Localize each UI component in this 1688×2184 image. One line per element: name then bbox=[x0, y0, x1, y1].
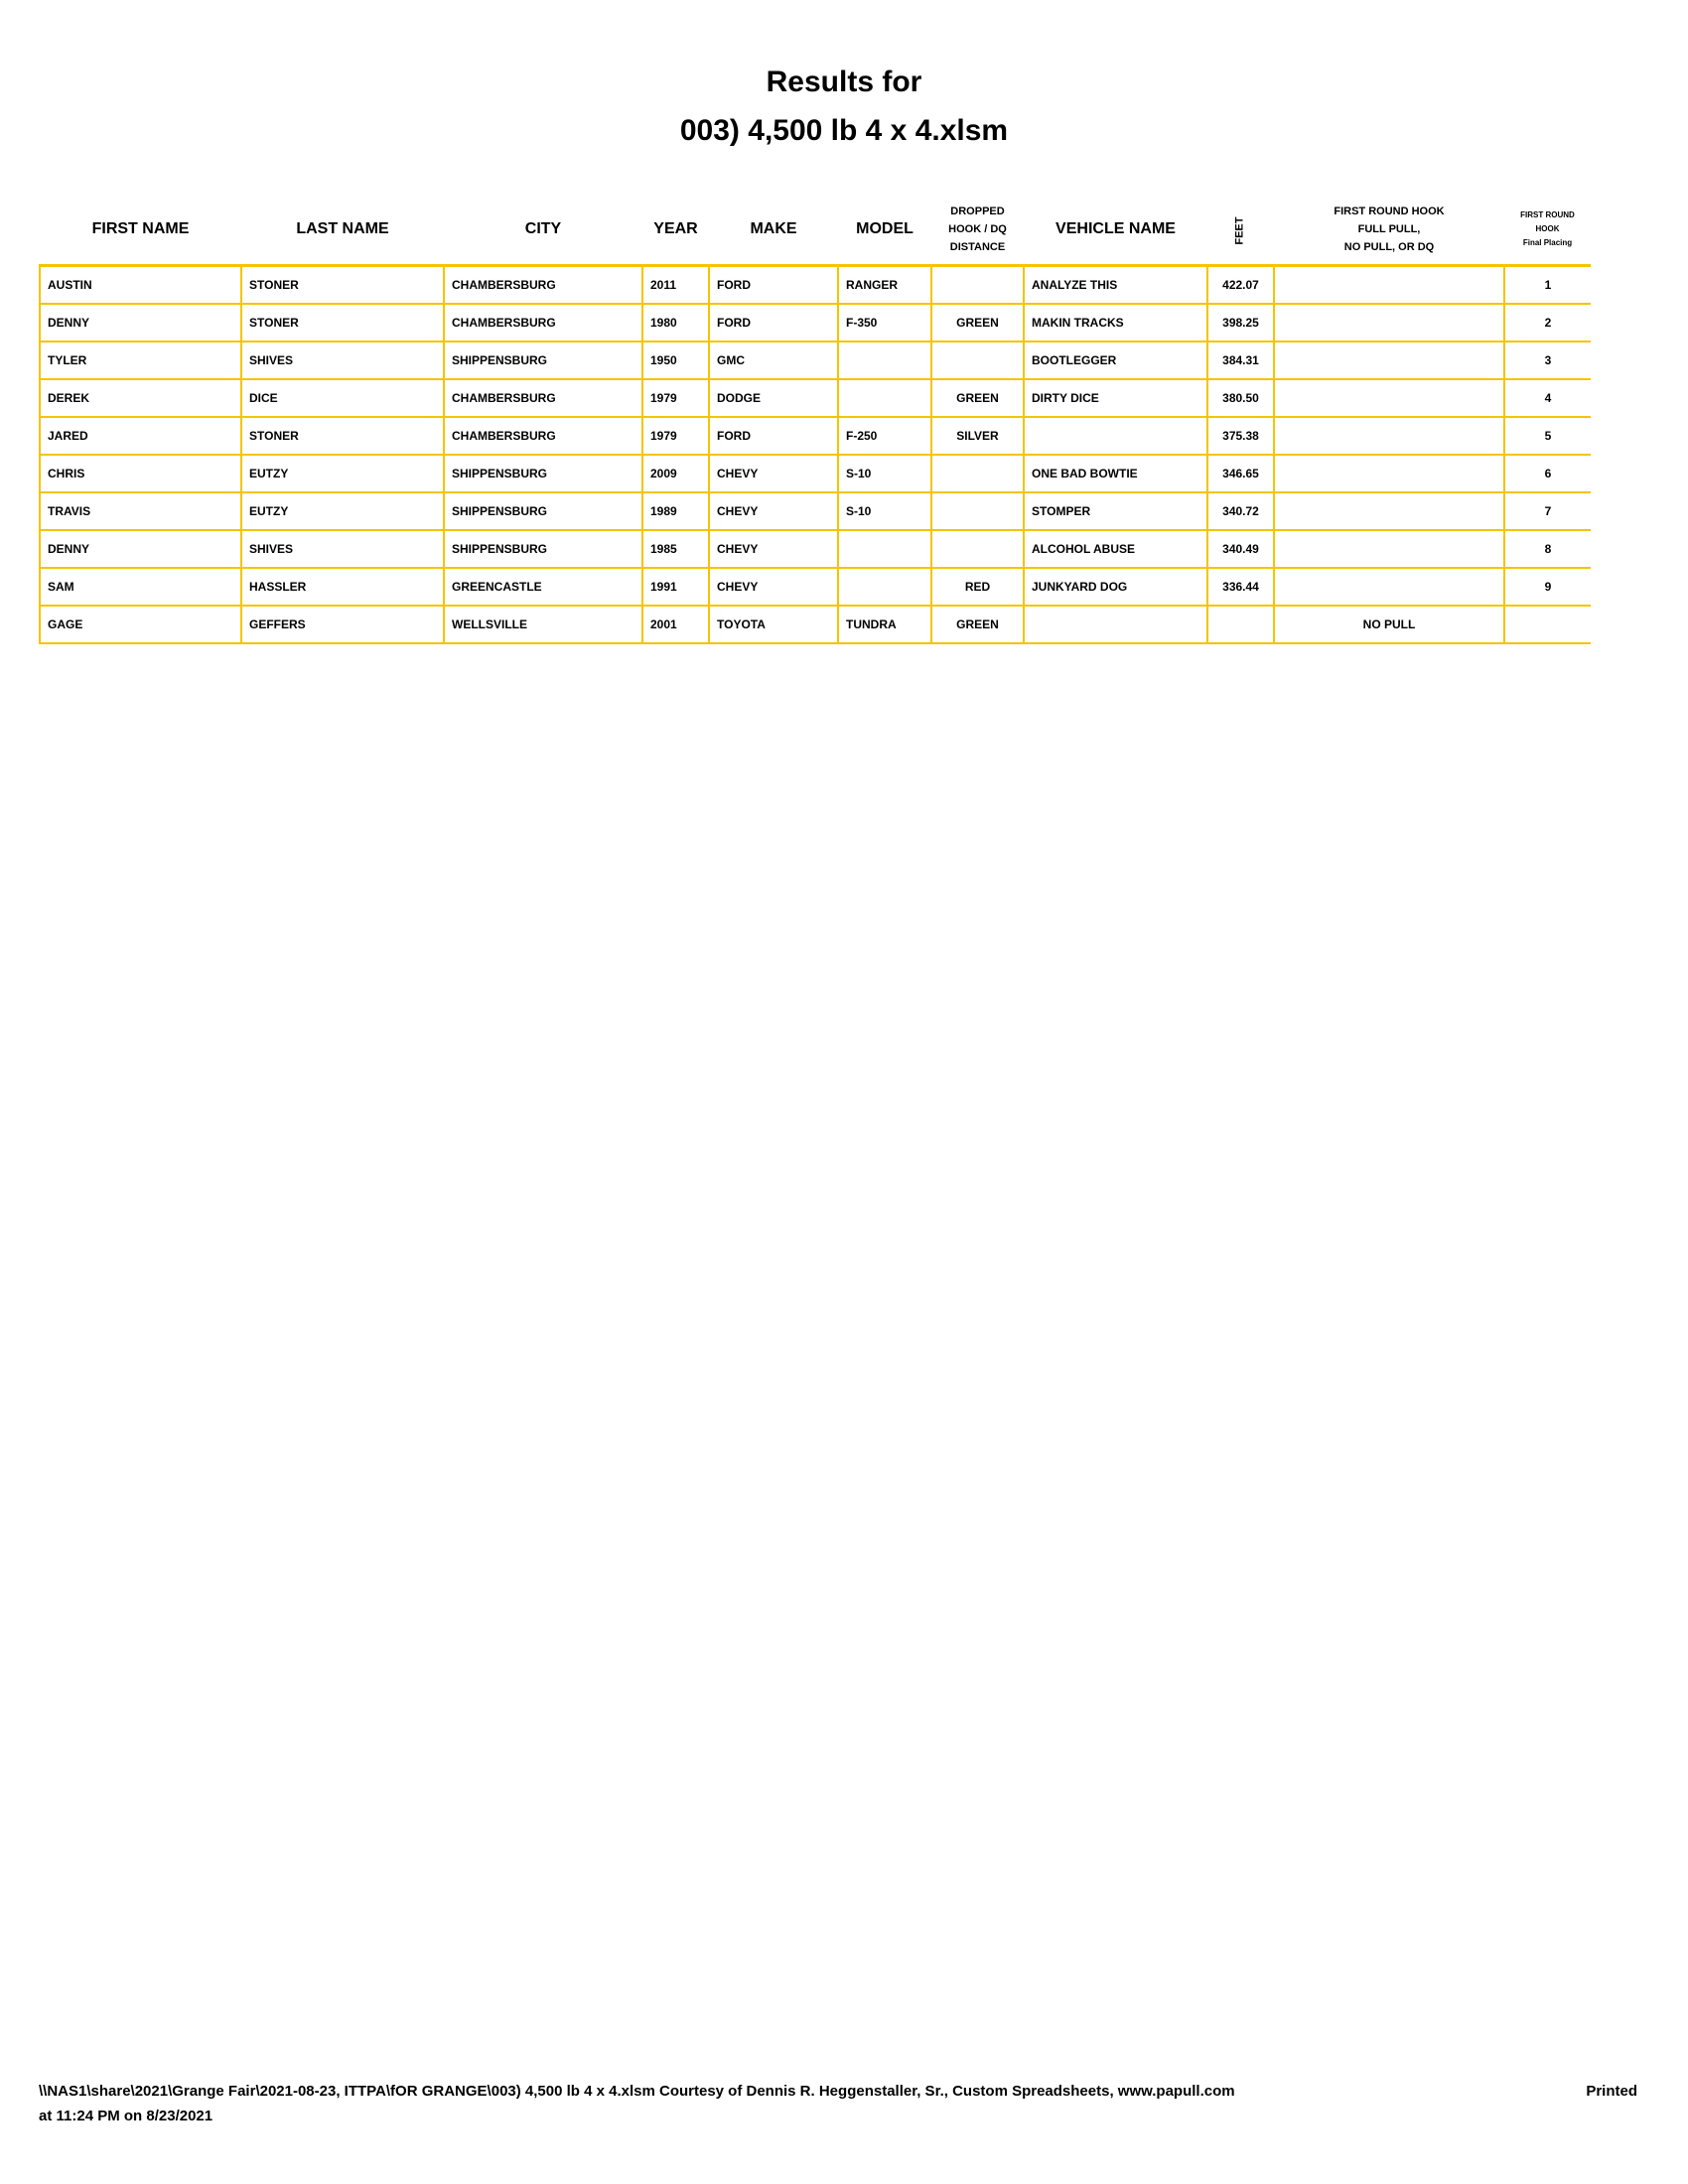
cell-vehicle-name: JUNKYARD DOG bbox=[1024, 568, 1207, 606]
cell-hook-status bbox=[1274, 417, 1504, 455]
header-placing-line1: FIRST ROUND bbox=[1520, 210, 1575, 219]
header-dropped-hook bbox=[931, 195, 1024, 266]
cell-dropped: RED bbox=[931, 568, 1024, 606]
cell-last-name: STONER bbox=[241, 304, 444, 341]
cell-year: 2001 bbox=[642, 606, 709, 643]
cell-model: S-10 bbox=[838, 492, 931, 530]
cell-final-placing: 4 bbox=[1504, 379, 1591, 417]
page-footer bbox=[39, 2079, 1637, 2128]
table-row bbox=[40, 341, 1591, 379]
table-row bbox=[40, 568, 1591, 606]
cell-first-name: SAM bbox=[40, 568, 241, 606]
cell-feet: 384.31 bbox=[1207, 341, 1274, 379]
header-dropped-line2: HOOK / DQ bbox=[948, 223, 1007, 235]
cell-make: FORD bbox=[709, 417, 838, 455]
header-first-name: FIRST NAME bbox=[91, 220, 190, 238]
cell-year: 1985 bbox=[642, 530, 709, 568]
cell-model: F-250 bbox=[838, 417, 931, 455]
cell-feet: 340.49 bbox=[1207, 530, 1274, 568]
cell-first-name: AUSTIN bbox=[40, 266, 241, 305]
cell-city: SHIPPENSBURG bbox=[444, 455, 642, 492]
cell-hook-status bbox=[1274, 341, 1504, 379]
cell-feet: 375.38 bbox=[1207, 417, 1274, 455]
cell-make: CHEVY bbox=[709, 455, 838, 492]
cell-vehicle-name: BOOTLEGGER bbox=[1024, 341, 1207, 379]
header-last-name: LAST NAME bbox=[296, 220, 389, 238]
cell-make: CHEVY bbox=[709, 568, 838, 606]
header-row bbox=[40, 195, 1591, 266]
cell-dropped bbox=[931, 341, 1024, 379]
cell-final-placing: 7 bbox=[1504, 492, 1591, 530]
cell-feet: 380.50 bbox=[1207, 379, 1274, 417]
cell-year: 2011 bbox=[642, 266, 709, 305]
cell-last-name: HASSLER bbox=[241, 568, 444, 606]
cell-year: 1979 bbox=[642, 417, 709, 455]
cell-hook-status bbox=[1274, 304, 1504, 341]
cell-last-name: EUTZY bbox=[241, 492, 444, 530]
table-row bbox=[40, 455, 1591, 492]
cell-hook-status bbox=[1274, 530, 1504, 568]
cell-last-name: SHIVES bbox=[241, 341, 444, 379]
header-feet-label: FEET bbox=[1233, 216, 1246, 246]
table-row bbox=[40, 417, 1591, 455]
header-feet bbox=[1207, 195, 1274, 266]
cell-model: S-10 bbox=[838, 455, 931, 492]
cell-last-name: EUTZY bbox=[241, 455, 444, 492]
cell-feet: 336.44 bbox=[1207, 568, 1274, 606]
cell-year: 1950 bbox=[642, 341, 709, 379]
cell-hook-status bbox=[1274, 379, 1504, 417]
cell-vehicle-name: ONE BAD BOWTIE bbox=[1024, 455, 1207, 492]
cell-year: 1989 bbox=[642, 492, 709, 530]
header-make: MAKE bbox=[750, 220, 797, 238]
cell-make: FORD bbox=[709, 304, 838, 341]
cell-dropped: GREEN bbox=[931, 379, 1024, 417]
cell-vehicle-name: ALCOHOL ABUSE bbox=[1024, 530, 1207, 568]
cell-hook-status bbox=[1274, 455, 1504, 492]
cell-final-placing: 1 bbox=[1504, 266, 1591, 305]
table-row bbox=[40, 379, 1591, 417]
cell-last-name: STONER bbox=[241, 417, 444, 455]
cell-year: 2009 bbox=[642, 455, 709, 492]
cell-model: RANGER bbox=[838, 266, 931, 305]
cell-hook-status bbox=[1274, 568, 1504, 606]
table-row bbox=[40, 530, 1591, 568]
cell-vehicle-name: DIRTY DICE bbox=[1024, 379, 1207, 417]
cell-make: FORD bbox=[709, 266, 838, 305]
header-placing-line3: Final Placing bbox=[1522, 238, 1573, 247]
header-placing-line2: HOOK bbox=[1535, 224, 1560, 233]
cell-dropped: SILVER bbox=[931, 417, 1024, 455]
cell-first-name: TRAVIS bbox=[40, 492, 241, 530]
table-row bbox=[40, 492, 1591, 530]
cell-feet: 346.65 bbox=[1207, 455, 1274, 492]
table-row bbox=[40, 606, 1591, 643]
cell-feet: 422.07 bbox=[1207, 266, 1274, 305]
cell-final-placing: 5 bbox=[1504, 417, 1591, 455]
cell-city: SHIPPENSBURG bbox=[444, 492, 642, 530]
cell-feet: 340.72 bbox=[1207, 492, 1274, 530]
footer-file-path: \\NAS1\share\2021\Grange Fair\2021-08-23, ITTPA\fOR GRANGE\003) 4,500 lb 4 x 4.xlsm Courtesy of Dennis R. Heggenstaller, Sr., Custom Spreadsheets, www.papull.com bbox=[39, 2083, 1235, 2100]
table-row bbox=[40, 266, 1591, 305]
cell-dropped: GREEN bbox=[931, 304, 1024, 341]
cell-hook-status: NO PULL bbox=[1274, 606, 1504, 643]
cell-first-name: DENNY bbox=[40, 530, 241, 568]
cell-model bbox=[838, 530, 931, 568]
cell-vehicle-name: ANALYZE THIS bbox=[1024, 266, 1207, 305]
cell-final-placing: 9 bbox=[1504, 568, 1591, 606]
header-city: CITY bbox=[524, 220, 562, 238]
cell-model: F-350 bbox=[838, 304, 931, 341]
cell-make: GMC bbox=[709, 341, 838, 379]
cell-first-name: DENNY bbox=[40, 304, 241, 341]
cell-dropped: GREEN bbox=[931, 606, 1024, 643]
cell-year: 1980 bbox=[642, 304, 709, 341]
cell-last-name: STONER bbox=[241, 266, 444, 305]
footer-printed-label: Printed bbox=[1586, 2083, 1637, 2100]
cell-model bbox=[838, 568, 931, 606]
cell-make: CHEVY bbox=[709, 492, 838, 530]
header-first-round-line1: FIRST ROUND HOOK bbox=[1334, 205, 1445, 217]
cell-hook-status bbox=[1274, 492, 1504, 530]
cell-dropped bbox=[931, 492, 1024, 530]
cell-last-name: DICE bbox=[241, 379, 444, 417]
cell-make: DODGE bbox=[709, 379, 838, 417]
report-title: Results for bbox=[766, 66, 922, 98]
cell-first-name: CHRIS bbox=[40, 455, 241, 492]
header-dropped-line1: DROPPED bbox=[950, 205, 1005, 217]
cell-year: 1979 bbox=[642, 379, 709, 417]
cell-last-name: SHIVES bbox=[241, 530, 444, 568]
table-row bbox=[40, 304, 1591, 341]
header-final-placing bbox=[1504, 195, 1591, 266]
cell-model: TUNDRA bbox=[838, 606, 931, 643]
cell-dropped bbox=[931, 530, 1024, 568]
cell-model bbox=[838, 341, 931, 379]
cell-vehicle-name bbox=[1024, 417, 1207, 455]
header-first-round-line3: NO PULL, OR DQ bbox=[1343, 241, 1435, 253]
cell-final-placing: 6 bbox=[1504, 455, 1591, 492]
footer-printed-time: at 11:24 PM on 8/23/2021 bbox=[39, 2108, 213, 2124]
header-dropped-line3: DISTANCE bbox=[949, 241, 1006, 253]
cell-vehicle-name bbox=[1024, 606, 1207, 643]
cell-vehicle-name: STOMPER bbox=[1024, 492, 1207, 530]
cell-final-placing: 3 bbox=[1504, 341, 1591, 379]
results-table bbox=[39, 195, 1591, 644]
cell-make: CHEVY bbox=[709, 530, 838, 568]
cell-city: CHAMBERSBURG bbox=[444, 417, 642, 455]
report-subtitle: 003) 4,500 lb 4 x 4.xlsm bbox=[679, 114, 1009, 147]
header-first-round-hook bbox=[1274, 195, 1504, 266]
cell-city: GREENCASTLE bbox=[444, 568, 642, 606]
cell-year: 1991 bbox=[642, 568, 709, 606]
cell-dropped bbox=[931, 455, 1024, 492]
header-model: MODEL bbox=[856, 220, 914, 238]
cell-last-name: GEFFERS bbox=[241, 606, 444, 643]
cell-first-name: GAGE bbox=[40, 606, 241, 643]
cell-model bbox=[838, 379, 931, 417]
header-first-round-line2: FULL PULL, bbox=[1357, 223, 1421, 235]
cell-city: SHIPPENSBURG bbox=[444, 341, 642, 379]
cell-dropped bbox=[931, 266, 1024, 305]
cell-first-name: JARED bbox=[40, 417, 241, 455]
cell-hook-status bbox=[1274, 266, 1504, 305]
header-year: YEAR bbox=[653, 220, 698, 238]
cell-city: CHAMBERSBURG bbox=[444, 304, 642, 341]
cell-city: CHAMBERSBURG bbox=[444, 379, 642, 417]
cell-final-placing: 2 bbox=[1504, 304, 1591, 341]
cell-make: TOYOTA bbox=[709, 606, 838, 643]
cell-first-name: DEREK bbox=[40, 379, 241, 417]
cell-city: CHAMBERSBURG bbox=[444, 266, 642, 305]
cell-final-placing bbox=[1504, 606, 1591, 643]
cell-final-placing: 8 bbox=[1504, 530, 1591, 568]
cell-feet: 398.25 bbox=[1207, 304, 1274, 341]
cell-city: WELLSVILLE bbox=[444, 606, 642, 643]
cell-feet bbox=[1207, 606, 1274, 643]
cell-city: SHIPPENSBURG bbox=[444, 530, 642, 568]
cell-first-name: TYLER bbox=[40, 341, 241, 379]
header-vehicle-name: VEHICLE NAME bbox=[1055, 220, 1176, 238]
cell-vehicle-name: MAKIN TRACKS bbox=[1024, 304, 1207, 341]
